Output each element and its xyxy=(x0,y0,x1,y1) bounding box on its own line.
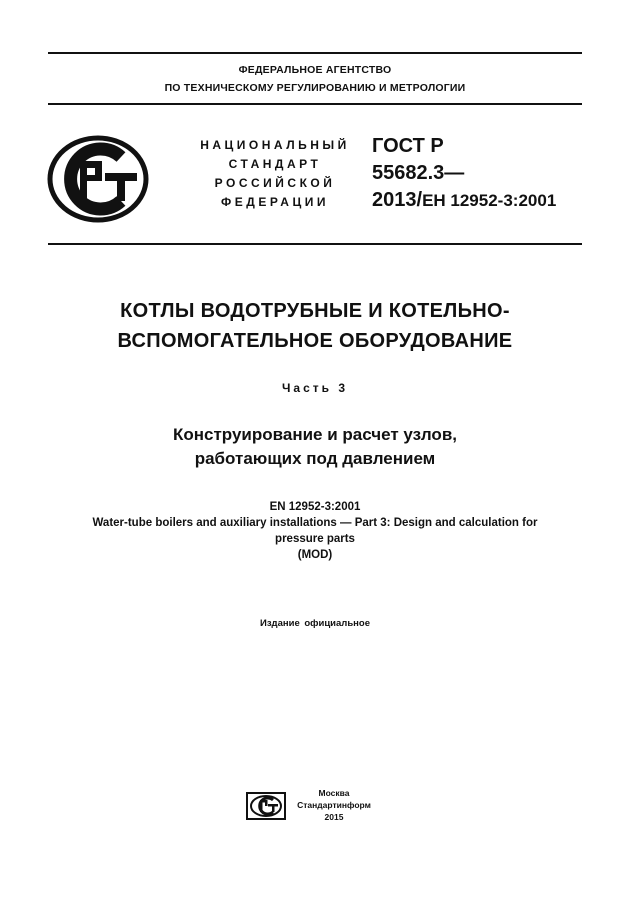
designation-line-3 xyxy=(372,187,556,214)
part-number: Часть 3 xyxy=(281,381,349,395)
national-standard-line-4: ФЕДЕРАЦИИ xyxy=(221,195,329,209)
header-bottom-rule xyxy=(48,103,582,105)
publisher-city: Москва xyxy=(318,788,350,798)
en-reference xyxy=(30,499,600,563)
title-line-1: КОТЛЫ ВОДОТРУБНЫЕ И КОТЕЛЬНО- xyxy=(120,300,510,322)
agency-line-1: ФЕДЕРАЛЬНОЕ АГЕНТСТВО xyxy=(238,64,392,76)
subtitle-line-1: Конструирование и расчет узлов, xyxy=(173,425,457,444)
national-standard-line-3: РОССИЙСКОЙ xyxy=(214,176,336,190)
national-standard-block xyxy=(190,136,360,212)
publisher-year: 2015 xyxy=(324,812,344,822)
designation-year: 2013/ xyxy=(372,189,423,211)
national-standard-line-1: НАЦИОНАЛЬНЫЙ xyxy=(200,138,350,152)
title-line-2: ВСПОМОГАТЕЛЬНОЕ ОБОРУДОВАНИЕ xyxy=(117,330,513,352)
en-title-line-2: pressure parts xyxy=(275,533,355,545)
edition-label: Издание официальное xyxy=(260,618,370,629)
top-rule xyxy=(48,52,582,54)
en-mod: (MOD) xyxy=(297,549,333,561)
standartinform-logo-icon xyxy=(246,792,286,820)
designation-line-2: 55682.3— xyxy=(372,162,465,184)
designation-line-1: ГОСТ Р xyxy=(372,135,444,157)
subtitle-line-2: работающих под давлением xyxy=(194,449,436,468)
rst-logo-icon xyxy=(47,135,149,223)
publisher-name: Стандартинформ xyxy=(297,800,371,810)
publisher-block xyxy=(294,787,374,823)
agency-line-2: ПО ТЕХНИЧЕСКОМУ РЕГУЛИРОВАНИЮ И МЕТРОЛОГИИ xyxy=(164,82,466,94)
en-title-line-1: Water-tube boilers and auxiliary installations — Part 3: Design and calculation for xyxy=(92,517,538,529)
standard-designation xyxy=(372,133,556,214)
document-title xyxy=(48,296,582,356)
designation-bottom-rule xyxy=(48,243,582,245)
en-code: EN 12952-3:2001 xyxy=(269,501,361,513)
national-standard-line-2: СТАНДАРТ xyxy=(228,157,322,171)
document-subtitle xyxy=(48,423,582,471)
designation-en-code: ЕН 12952-3:2001 xyxy=(422,191,557,210)
